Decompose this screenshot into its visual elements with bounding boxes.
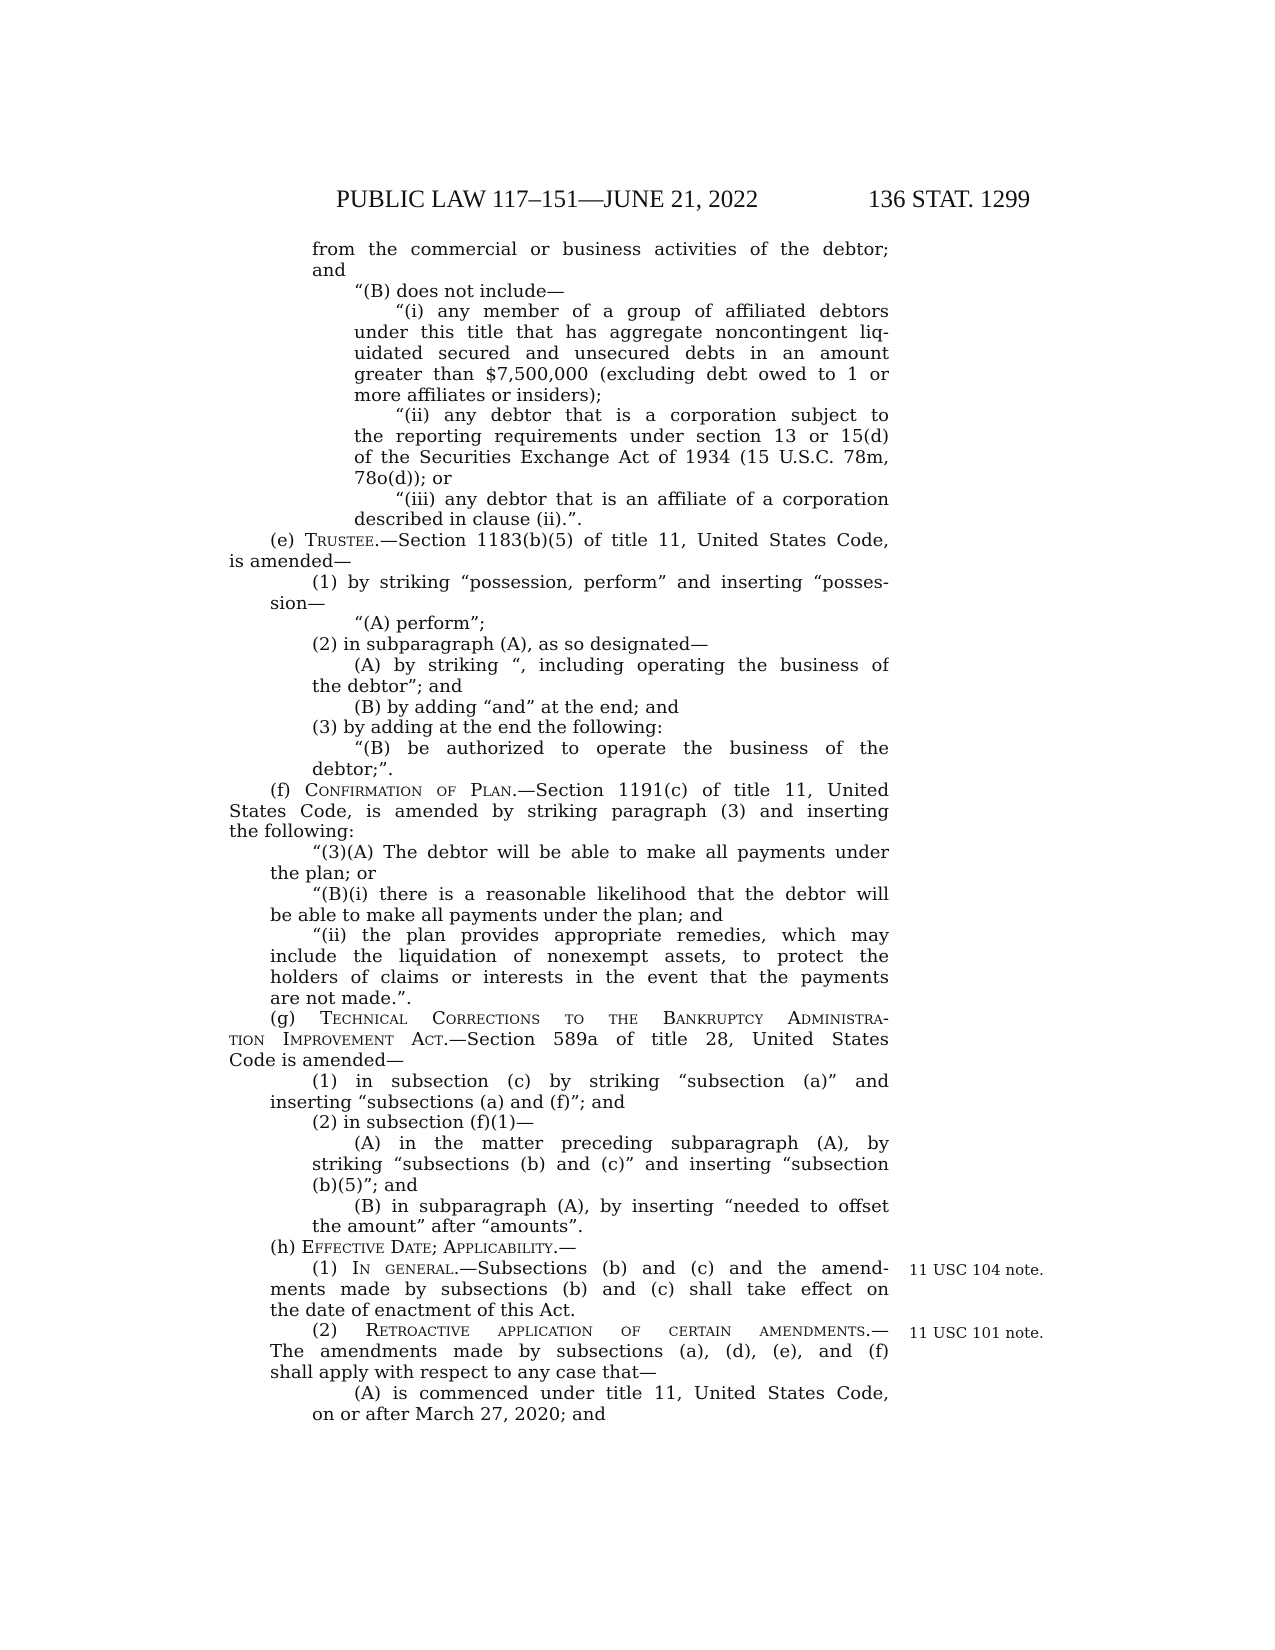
text-run: (f): [270, 780, 305, 801]
text-run: “(A) perform”;: [354, 614, 486, 635]
statute-page-number: 136 STAT. 1299: [868, 186, 1031, 213]
text-run: (2) in subparagraph (A), as so designated—: [312, 635, 709, 656]
text-line: [229, 469, 889, 490]
text-line: [229, 1030, 889, 1051]
text-line: [229, 344, 889, 365]
text-run: .—: [552, 1238, 577, 1259]
text-line: [229, 677, 889, 698]
text-run: .—Subsections (b) and (c) and the amend-: [453, 1259, 889, 1280]
text-line: [229, 1384, 889, 1405]
usc-margin-note: 11 USC 101 note.: [909, 1323, 1044, 1342]
text-run: (h): [270, 1238, 302, 1259]
text-run: the reporting requirements under section 13 or 15(d): [354, 427, 889, 448]
text-line: [229, 1176, 889, 1197]
text-run: is amended—: [229, 551, 352, 572]
text-line: [229, 323, 889, 344]
text-run: “(3)(A) The debtor will be able to make all payments under: [312, 843, 889, 864]
text-run: “(iii) any debtor that is an affiliate of a corporation: [395, 489, 889, 510]
text-run: 78o(d)); or: [354, 468, 452, 489]
text-line: [229, 1321, 889, 1342]
text-line: [229, 1217, 889, 1238]
text-run: (B) by adding “and” at the end; and: [354, 697, 680, 718]
text-line: [229, 386, 889, 407]
text-run: .—Section 1191(c) of title 11, United: [511, 780, 889, 801]
text-line: [229, 864, 889, 885]
text-line: [229, 698, 889, 719]
text-line: [229, 531, 889, 552]
text-run: ments made by subsections (b) and (c) shall take effect on: [270, 1279, 889, 1300]
text-line: [229, 1051, 889, 1072]
text-run: (e): [270, 531, 305, 552]
text-line: [229, 427, 889, 448]
text-line: [229, 406, 889, 427]
text-line: [229, 885, 889, 906]
text-run: (g): [270, 1009, 321, 1030]
text-run: and: [312, 260, 346, 281]
text-run: “(B)(i) there is a reasonable likelihood that the debtor will: [312, 884, 889, 905]
text-line: [229, 1113, 889, 1134]
text-line: [229, 906, 889, 927]
text-line: [229, 490, 889, 511]
text-run: (3) by adding at the end the following:: [312, 718, 663, 739]
text-line: [229, 1009, 889, 1030]
text-line: [229, 261, 889, 282]
text-run: “(i) any member of a group of affiliated debtors: [395, 302, 889, 323]
text-run: holders of claims or interests in the event that the payments: [270, 967, 889, 988]
text-run: are not made.”.: [270, 988, 412, 1009]
text-line: [229, 1072, 889, 1093]
text-line: [229, 739, 889, 760]
text-run: (1) in subsection (c) by striking “subsection (a)” and: [312, 1071, 889, 1092]
section-heading-smallcaps: Effective Date; Applicability: [301, 1238, 553, 1259]
text-line: [229, 1093, 889, 1114]
text-run: the amount” after “amounts”.: [312, 1217, 584, 1238]
text-line: [229, 760, 889, 781]
text-run: “(ii) the plan provides appropriate remedies, which may: [312, 926, 889, 947]
text-line: [229, 552, 889, 573]
text-run: (B) in subparagraph (A), by inserting “needed to offset: [354, 1196, 889, 1217]
section-heading-smallcaps: tion Improvement Act: [229, 1030, 444, 1051]
text-run: shall apply with respect to any case that—: [270, 1363, 657, 1384]
text-line: [229, 1155, 889, 1176]
text-line: [229, 240, 889, 261]
running-header: [0, 180, 1275, 220]
text-run: (A) by striking “, including operating the business of: [354, 655, 889, 676]
text-run: (1) by striking “possession, perform” and inserting “posses-: [312, 572, 889, 593]
text-run: on or after March 27, 2020; and: [312, 1404, 606, 1425]
text-run: debtor;”.: [312, 759, 394, 780]
text-line: [229, 635, 889, 656]
text-line: [229, 1363, 889, 1384]
text-run: “(B) does not include—: [354, 281, 565, 302]
text-run: The amendments made by subsections (a), (d), (e), and (f): [270, 1342, 889, 1363]
text-run: greater than $7,500,000 (excluding debt owed to 1 or: [354, 364, 889, 385]
section-heading-smallcaps: In general: [352, 1259, 454, 1280]
text-run: uidated secured and unsecured debts in an amount: [354, 343, 889, 364]
text-run: States Code, is amended by striking paragraph (3) and inserting: [229, 801, 889, 822]
text-run: the plan; or: [270, 863, 377, 884]
text-line: [229, 282, 889, 303]
text-line: [229, 718, 889, 739]
text-line: [229, 843, 889, 864]
text-run: .—Section 1183(b)(5) of title 11, United States Code,: [374, 531, 889, 552]
section-heading-smallcaps: Confirmation of Plan: [304, 780, 512, 801]
text-run: of the Securities Exchange Act of 1934 (15 U.S.C. 78m,: [354, 447, 889, 468]
text-run: under this title that has aggregate noncontingent liq-: [354, 323, 889, 344]
text-line: [229, 1280, 889, 1301]
text-line: [229, 781, 889, 802]
text-run: (A) is commenced under title 11, United States Code,: [354, 1383, 889, 1404]
text-run: described in clause (ii).”.: [354, 510, 583, 531]
text-run: the debtor”; and: [312, 676, 463, 697]
statute-body-text: [229, 240, 889, 1425]
text-run: “(B) be authorized to operate the business of the: [354, 739, 889, 760]
text-run: from the commercial or business activities of the debtor;: [312, 240, 889, 260]
text-line: [229, 448, 889, 469]
text-line: [229, 1134, 889, 1155]
text-run: “(ii) any debtor that is a corporation subject to: [395, 406, 889, 427]
text-line: [229, 656, 889, 677]
text-run: (b)(5)”; and: [312, 1175, 418, 1196]
text-run: (1): [312, 1259, 353, 1280]
text-line: [229, 968, 889, 989]
text-run: (2) in subsection (f)(1)—: [312, 1113, 534, 1134]
text-line: [229, 510, 889, 531]
text-run: Code is amended—: [229, 1051, 404, 1072]
text-run: the following:: [229, 822, 355, 843]
text-run: striking “subsections (b) and (c)” and inserting “subsection: [312, 1155, 889, 1176]
section-heading-smallcaps: Retroactive application of certain amendments: [365, 1321, 866, 1342]
text-run: the date of enactment of this Act.: [270, 1300, 576, 1321]
text-run: more affiliates or insiders);: [354, 385, 602, 406]
text-line: [229, 947, 889, 968]
usc-margin-note: 11 USC 104 note.: [909, 1261, 1044, 1280]
text-run: sion—: [270, 593, 326, 614]
text-line: [229, 365, 889, 386]
text-line: [229, 594, 889, 615]
section-heading-smallcaps: Trustee: [304, 531, 375, 552]
text-line: [229, 1197, 889, 1218]
public-law-citation: PUBLIC LAW 117–151—JUNE 21, 2022: [336, 186, 759, 213]
text-run: (A) in the matter preceding subparagraph (A), by: [354, 1134, 889, 1155]
text-run: inserting “subsections (a) and (f)”; and: [270, 1092, 626, 1113]
text-run: .—: [865, 1321, 889, 1342]
text-line: [229, 926, 889, 947]
text-line: [229, 1238, 889, 1259]
text-line: [229, 1342, 889, 1363]
text-line: [229, 1405, 889, 1426]
text-run: be able to make all payments under the plan; and: [270, 905, 724, 926]
section-heading-smallcaps: Technical Corrections to the Bankruptcy Administra-: [320, 1009, 889, 1030]
text-line: [229, 1301, 889, 1322]
text-run: include the liquidation of nonexempt assets, to protect the: [270, 947, 889, 968]
text-line: [229, 802, 889, 823]
text-line: [229, 1259, 889, 1280]
text-line: [229, 614, 889, 635]
text-line: [229, 302, 889, 323]
text-run: .—Section 589a of title 28, United States: [443, 1030, 889, 1051]
text-line: [229, 573, 889, 594]
text-line: [229, 822, 889, 843]
text-run: (2): [312, 1321, 366, 1342]
text-line: [229, 989, 889, 1010]
